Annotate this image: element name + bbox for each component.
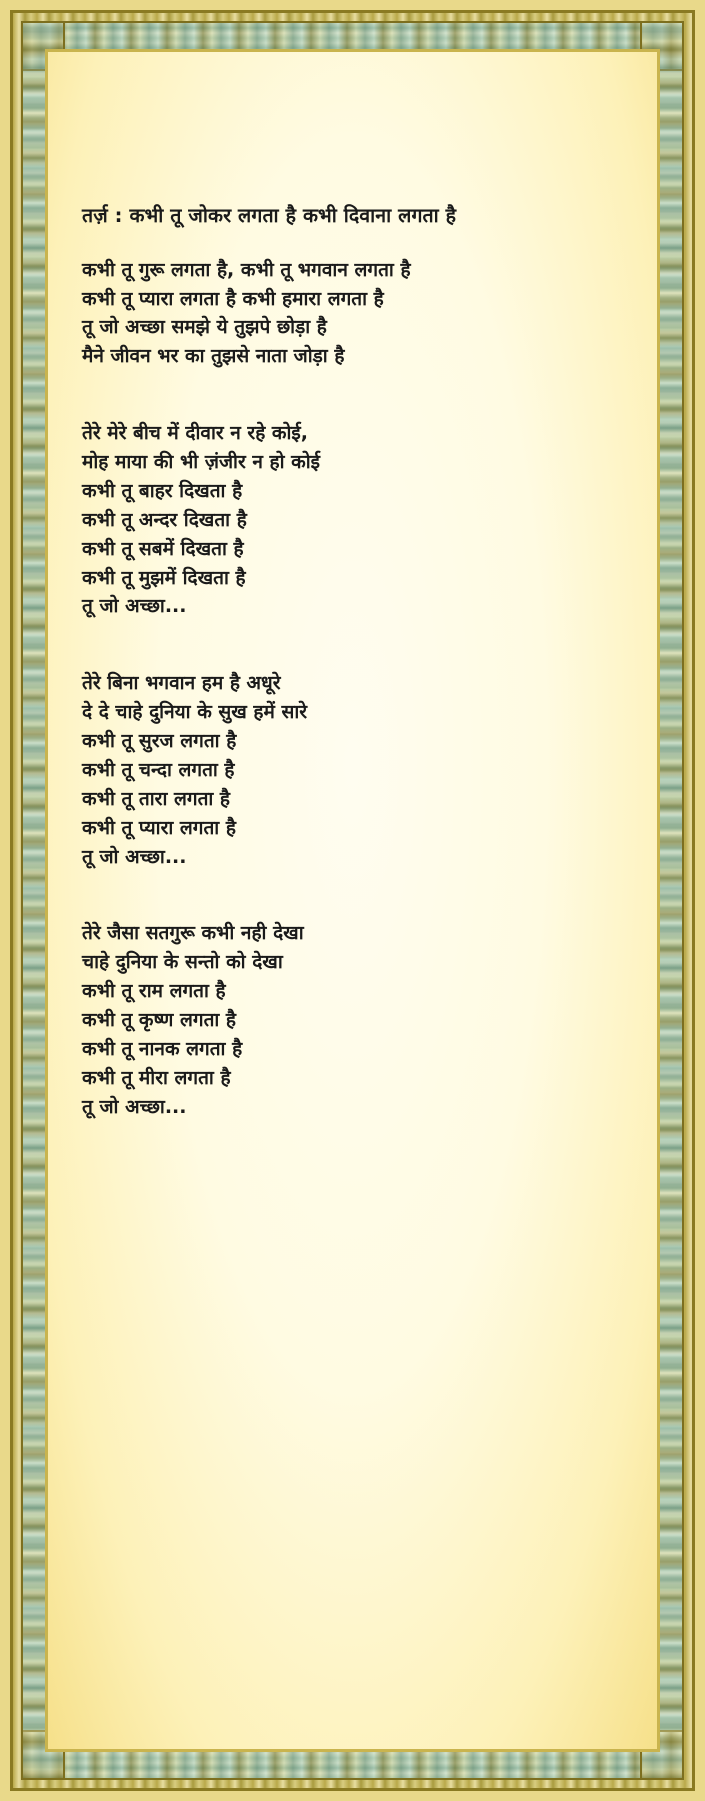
lyric-line: तू जो अच्छा... [82,1095,187,1118]
lyric-line: मोह माया की भी ज़ंजीर न हो कोई [82,451,320,474]
lyric-line: कभी तू राम लगता है [82,980,226,1003]
lyric-line: कभी तू प्यारा लगता है कभी हमारा लगता है [82,287,384,310]
lyric-line: कभी तू कृष्ण लगता है [82,1009,237,1032]
lyric-line: तू जो अच्छा समझे ये तुझपे छोड़ा है [82,316,327,339]
lyrics-content [48,52,657,1749]
stanza-2 [82,419,623,621]
lyric-line: कभी तू नानक लगता है [82,1037,243,1060]
lyric-line: कभी तू चन्दा लगता है [82,758,235,781]
lyric-line: चाहे दुनिया के सन्तो को देखा [82,951,283,974]
decorative-frame-middle [21,21,684,1780]
decorative-frame-outer [10,10,695,1791]
lyric-line: तेरे जैसा सतगुरू कभी नही देखा [82,922,304,945]
lyric-line: कभी तू प्यारा लगता है [82,816,236,839]
lyric-line: तू जो अच्छा... [82,595,187,618]
lyric-line: दे दे चाहे दुनिया के सुख हमें सारे [82,701,308,724]
lyric-line: तेरे बिना भगवान हम है अधूरे [82,672,281,695]
lyric-line: तू जो अच्छा... [82,845,187,868]
lyric-line: मैने जीवन भर का तुझसे नाता जोड़ा है [82,345,345,368]
stanza-3 [82,669,623,871]
lyric-line: कभी तू सबमें दिखता है [82,537,244,560]
lyric-line: कभी तू गुरू लगता है, कभी तू भगवान लगता है [82,258,411,281]
lyric-line: तेरे मेरे बीच में दीवार न रहे कोई, [82,422,308,445]
stanza-4 [82,919,623,1121]
lyric-line: कभी तू मुझमें दिखता है [82,566,246,589]
parchment-panel [45,49,660,1752]
lyric-line: कभी तू सुरज लगता है [82,730,237,753]
lyric-line: कभी तू मीरा लगता है [82,1066,231,1089]
lyric-line: कभी तू बाहर दिखता है [82,479,243,502]
stanza-1 [82,256,623,372]
lyric-line: कभी तू तारा लगता है [82,787,231,810]
tune-line: तर्ज़ : कभी तू जोकर लगता है कभी दिवाना लगता है [82,204,457,227]
lyric-line: कभी तू अन्दर दिखता है [82,508,247,531]
